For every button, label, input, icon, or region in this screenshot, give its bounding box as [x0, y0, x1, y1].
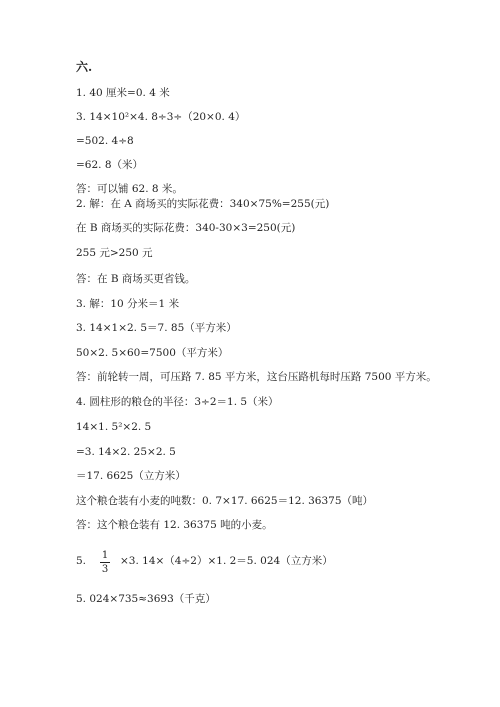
problem-5-expression: ×3. 14×（4÷2）×1. 2＝5. 024（立方米） — [120, 555, 333, 567]
answer-line-15: 14×1. 5²×2. 5 — [76, 421, 152, 433]
answer-line-16: =3. 14×2. 25×2. 5 — [76, 446, 176, 458]
fraction-numerator: 1 — [101, 550, 109, 561]
answer-line-4: =62. 8（米） — [76, 159, 144, 171]
answer-line-3: =502. 4÷8 — [76, 135, 134, 147]
answer-line-17: ＝17. 6625（立方米） — [76, 470, 186, 482]
answer-line-last: 5. 024×735≈3693（千克） — [76, 593, 216, 605]
answer-line-2: 3. 14×10²×4. 8÷3÷（20×0. 4） — [76, 111, 246, 123]
answer-line-1: 1. 40 厘米=0. 4 米 — [76, 87, 170, 99]
answer-line-6: 2. 解：在 A 商场买的实际花费：340×75%=255(元) — [76, 198, 330, 210]
answer-line-9: 答：在 B 商场买更省钱。 — [76, 273, 196, 285]
answer-line-8: 255 元>250 元 — [76, 247, 153, 259]
answer-line-5: 答：可以铺 62. 8 米。 — [76, 183, 183, 195]
answer-line-10: 3. 解：10 分米＝1 米 — [76, 298, 180, 310]
answer-line-14: 4. 圆柱形的粮仓的半径：3÷2＝1. 5（米） — [76, 396, 279, 408]
answer-line-18: 这个粮仓装有小麦的吨数：0. 7×17. 6625＝12. 36375（吨） — [76, 495, 374, 507]
one-third-fraction — [100, 550, 110, 575]
fraction-denominator: 3 — [101, 564, 109, 575]
answer-line-13: 答：前轮转一周，可压路 7. 85 平方米，这台压路机每时压路 7500 平方米。 — [76, 371, 437, 383]
answer-line-19: 答：这个粮仓装有 12. 36375 吨的小麦。 — [76, 519, 273, 531]
answer-line-11: 3. 14×1×2. 5＝7. 85（平方米） — [76, 322, 237, 334]
answer-line-7: 在 B 商场买的实际花费：340-30×3=250(元) — [76, 222, 296, 234]
problem-5-label: 5. — [76, 555, 87, 567]
answer-line-12: 50×2. 5×60=7500（平方米） — [76, 347, 229, 359]
section-heading: 六. — [76, 60, 93, 74]
